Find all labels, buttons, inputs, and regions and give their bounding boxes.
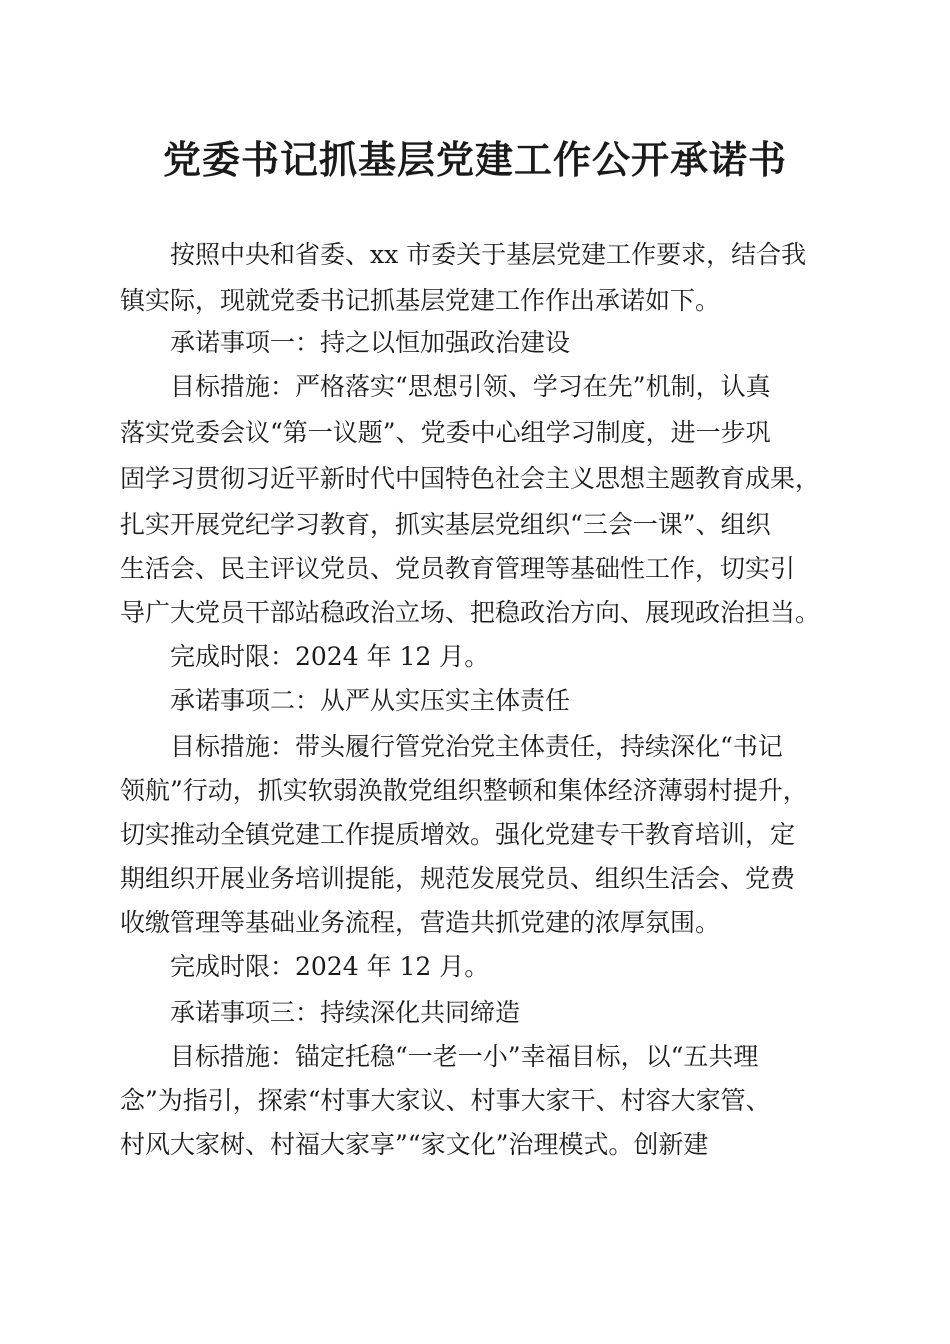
commitment-2-measure-line-4: 期组织开展业务培训提能，规范发展党员、组织生活会、党费: [120, 864, 796, 893]
commitment-1-heading: 承诺事项一：持之以恒加强政治建设: [170, 328, 571, 357]
commitment-1-measure-line-2: 落实党委会议“第一议题”、党委中心组学习制度，进一步巩: [120, 418, 771, 447]
commitment-2-measure-line-1: 目标措施：带头履行管党治党主体责任，持续深化“书记: [170, 732, 783, 761]
commitment-3-measure-line-1: 目标措施：锚定托稳“一老一小”幸福目标，以“五共理: [170, 1042, 759, 1071]
commitment-1-measure-line-6: 导广大党员干部站稳政治立场、把稳政治方向、展现政治担当。: [120, 598, 821, 627]
commitment-1-measure-line-4: 扎实开展党纪学习教育，抓实基层党组织“三会一课”、组织: [120, 510, 771, 539]
commitment-2-deadline: 完成时限：2024 年 12 月。: [170, 952, 490, 981]
document-title: 党委书记抓基层党建工作公开承诺书: [162, 137, 787, 182]
commitment-1-deadline: 完成时限：2024 年 12 月。: [170, 642, 490, 671]
commitment-2-heading: 承诺事项二：从严从实压实主体责任: [170, 686, 571, 715]
intro-line-2: 镇实际，现就党委书记抓基层党建工作作出承诺如下。: [120, 286, 721, 315]
commitment-1-measure-line-1: 目标措施：严格落实“思想引领、学习在先”机制，认真: [170, 372, 771, 401]
commitment-3-measure-line-3: 村风大家树、村福大家享”“家文化”治理模式。创新建: [120, 1130, 709, 1159]
commitment-2-measure-line-3: 切实推动全镇党建工作提质增效。强化党建专干教育培训，定: [120, 820, 796, 849]
commitment-2-measure-line-2: 领航”行动，抓实软弱涣散党组织整顿和集体经济薄弱村提升，: [120, 776, 808, 805]
commitment-2-measure-line-5: 收缴管理等基础业务流程，营造共抓党建的浓厚氛围。: [120, 908, 721, 937]
commitment-1-measure-line-3: 固学习贯彻习近平新时代中国特色社会主义思想主题教育成果，: [120, 464, 821, 493]
commitment-3-heading: 承诺事项三：持续深化共同缔造: [170, 998, 521, 1027]
commitment-3-measure-line-2: 念”为指引，探索“村事大家议、村事大家干、村容大家管、: [120, 1086, 771, 1115]
intro-line-1: 按照中央和省委、xx 市委关于基层党建工作要求，结合我: [170, 240, 807, 269]
commitment-1-measure-line-5: 生活会、民主评议党员、党员教育管理等基础性工作，切实引: [120, 554, 796, 583]
